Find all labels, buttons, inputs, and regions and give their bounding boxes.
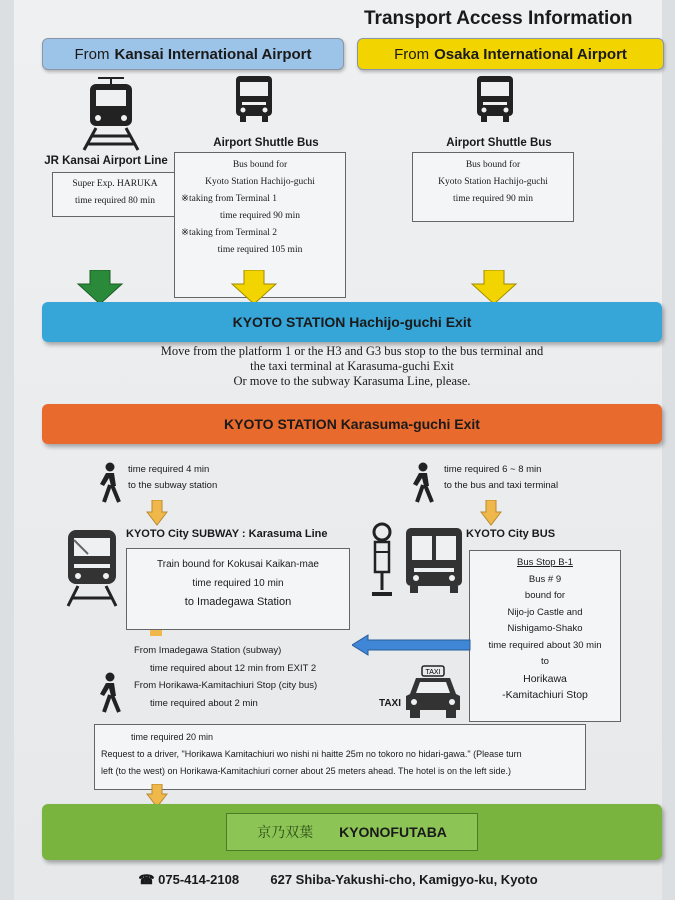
walk-hotel-line-2: time required about 12 min from EXIT 2 xyxy=(150,662,317,674)
walking-person-icon xyxy=(407,462,437,504)
subway-line-2: time required 10 min xyxy=(192,578,284,589)
connector-marker xyxy=(150,630,162,636)
arrow-down-icon xyxy=(146,500,168,526)
walk-hotel-line-4: time required about 2 min xyxy=(150,697,258,709)
arrow-down-icon xyxy=(480,500,502,526)
citybus-line-4: Nijo-jo Castle and xyxy=(507,606,583,618)
osaka-bus-line-1: Bus bound for xyxy=(465,160,521,170)
city-bus-icon xyxy=(402,526,466,594)
walking-person-icon xyxy=(94,672,124,714)
jr-line-box xyxy=(52,172,178,217)
hotel-name: KYONOFUTABA xyxy=(339,824,447,840)
osaka-bus-box xyxy=(412,152,574,222)
citybus-box xyxy=(469,550,621,722)
taxi-request-line-2: left (to the west) on Horikawa-Kamitachiuri corner about 25 meters ahead. The hotel is on the left side.) xyxy=(101,766,512,776)
taxi-sign-text: TAXI xyxy=(425,669,441,676)
walk-bus-text xyxy=(444,462,644,494)
subway-line-1: Train bound for Kokusai Kaikan-mae xyxy=(157,559,319,570)
taxi-request-line-1: Request to a driver, "Horikawa Kamitachiuri wo nishi ni haitte 25m no tokoro no hidari-gawa." (Please turn xyxy=(101,749,522,759)
jr-line-label: JR Kansai Airport Line xyxy=(44,155,168,167)
hotel-name-plate xyxy=(226,813,478,851)
hotel-address: 627 Shiba-Yakushi-cho, Kamigyo-ku, Kyoto xyxy=(270,872,538,887)
osaka-from: From xyxy=(394,45,430,63)
karasuma-exit-label: KYOTO STATION Karasuma-guchi Exit xyxy=(224,416,480,432)
kansai-airport-name: Kansai International Airport xyxy=(114,45,312,63)
subway-train-icon xyxy=(64,528,120,608)
arrow-down-icon xyxy=(76,270,124,306)
citybus-line-1: Bus Stop B-1 xyxy=(517,557,573,568)
subway-label: KYOTO City SUBWAY : Karasuma Line xyxy=(126,528,328,540)
kansai-bus-label: Airport Shuttle Bus xyxy=(213,137,319,149)
walk-hotel-line-3: From Horikawa-Kamitachiuri Stop (city bus) xyxy=(134,680,318,691)
hachijo-exit-banner xyxy=(42,302,662,342)
taxi-label: TAXI xyxy=(378,698,402,709)
walking-person-icon xyxy=(94,462,124,504)
move-line-2: the taxi terminal at Karasuma-guchi Exit xyxy=(250,359,454,373)
osaka-bus-line-3: time required 90 min xyxy=(453,194,533,204)
bus-stop-icon xyxy=(368,522,398,598)
kansai-bus-line-2: Kyoto Station Hachijo-guchi xyxy=(205,177,315,187)
hotel-banner xyxy=(42,804,662,860)
taxi-time: time required 20 min xyxy=(131,732,214,742)
kansai-bus-line-4: time required 90 min xyxy=(220,211,300,221)
page-title: Transport Access Information xyxy=(364,8,633,29)
jr-train-name: Super Exp. HARUKA xyxy=(72,179,158,189)
move-line-1: Move from the platform 1 or the H3 and G3 bus stop to the bus terminal and xyxy=(160,344,544,358)
osaka-bus-label: Airport Shuttle Bus xyxy=(446,137,552,149)
phone-number: ☎ 075-414-2108 xyxy=(138,872,240,887)
kansai-bus-line-6: time required 105 min xyxy=(217,245,303,255)
osaka-airport-name: Osaka International Airport xyxy=(434,45,627,63)
move-instructions xyxy=(42,344,662,389)
citybus-line-9: -Kamitachiuri Stop xyxy=(502,689,588,701)
hachijo-exit-label: KYOTO STATION Hachijo-guchi Exit xyxy=(232,314,472,330)
kansai-bus-line-3: ※taking from Terminal 1 xyxy=(181,194,278,204)
walk-subway-dest: to the subway station xyxy=(128,480,218,491)
kansai-airport-header xyxy=(42,38,344,70)
citybus-line-2: Bus # 9 xyxy=(528,573,562,585)
osaka-airport-header xyxy=(357,38,664,70)
arrow-down-icon xyxy=(230,270,278,306)
kansai-bus-line-5: ※taking from Terminal 2 xyxy=(181,228,278,238)
osaka-bus-line-2: Kyoto Station Hachijo-guchi xyxy=(438,177,548,187)
walk-hotel-text xyxy=(134,642,374,712)
hotel-japanese-name: 京乃双葉 xyxy=(257,825,314,841)
taxi-box xyxy=(94,724,586,790)
citybus-line-3: bound for xyxy=(524,590,566,601)
kansai-bus-line-1: Bus bound for xyxy=(232,160,288,170)
taxi-icon xyxy=(402,664,464,722)
walk-bus-dest: to the bus and taxi terminal xyxy=(444,480,559,491)
kansai-from: From xyxy=(74,45,110,63)
subway-line-3: to Imadegawa Station xyxy=(184,596,292,608)
citybus-line-5: Nishigamo-Shako xyxy=(507,623,583,634)
walk-subway-time: time required 4 min xyxy=(128,464,210,475)
subway-box xyxy=(126,548,350,630)
footer xyxy=(14,872,662,888)
train-icon xyxy=(76,76,146,152)
karasuma-exit-banner xyxy=(42,404,662,444)
arrow-down-icon xyxy=(470,270,518,306)
walk-subway-text xyxy=(128,462,268,494)
jr-time: time required 80 min xyxy=(75,196,155,206)
citybus-line-6: time required about 30 min xyxy=(488,639,602,651)
walk-bus-time: time required 6 ~ 8 min xyxy=(444,464,542,475)
bus-icon xyxy=(473,74,517,124)
citybus-label: KYOTO City BUS xyxy=(466,528,556,540)
walk-hotel-line-1: From Imadegawa Station (subway) xyxy=(134,645,282,656)
move-line-3: Or move to the subway Karasuma Line, please. xyxy=(233,374,471,388)
citybus-line-7: to xyxy=(541,656,549,667)
access-sheet xyxy=(14,0,662,900)
citybus-line-8: Horikawa xyxy=(523,672,567,685)
bus-icon xyxy=(232,74,276,124)
